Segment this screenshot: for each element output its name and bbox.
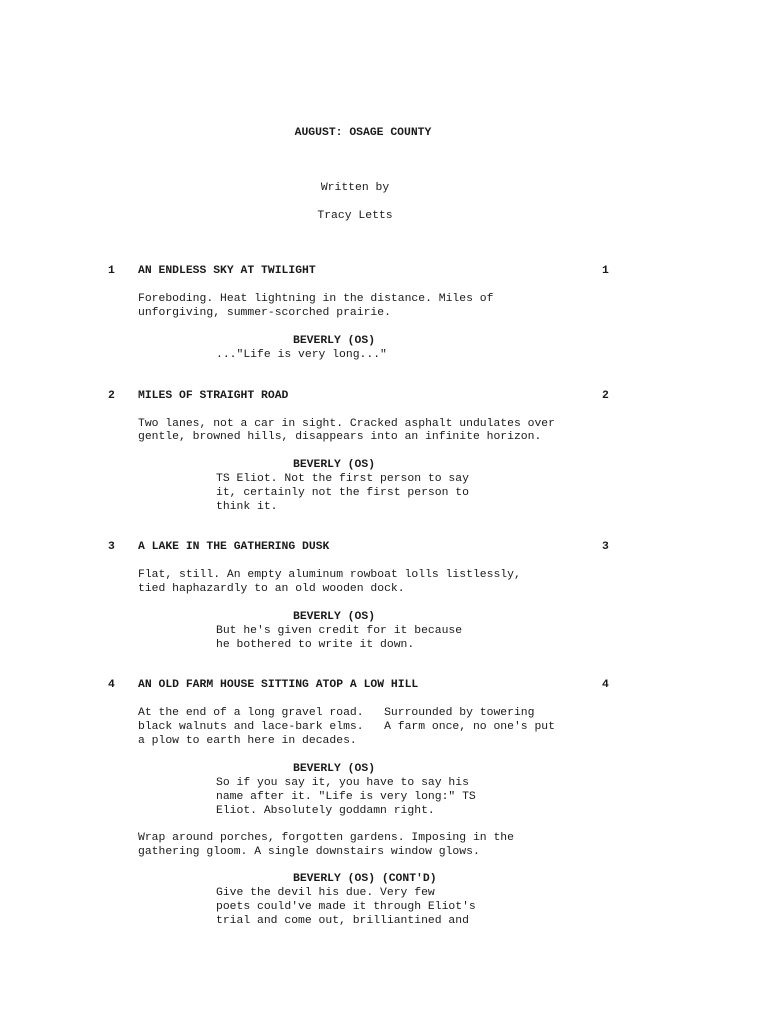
dialogue-line: it, certainly not the first person to	[216, 487, 469, 499]
action-line: black walnuts and lace-bark elms. A farm once, no one's put	[138, 721, 555, 733]
character-cue: BEVERLY (OS)	[293, 335, 376, 347]
action-line: a plow to earth here in decades.	[138, 735, 357, 747]
character-cue: BEVERLY (OS)	[293, 459, 376, 471]
dialogue-line: Give the devil his due. Very few	[216, 887, 435, 899]
action-line: gentle, browned hills, disappears into an infinite horizon.	[138, 431, 542, 443]
scene-heading: A LAKE IN THE GATHERING DUSK	[138, 541, 330, 553]
scene-number-right: 4	[602, 679, 609, 691]
scene-number-right: 3	[602, 541, 609, 553]
author-name: Tracy Letts	[317, 210, 393, 222]
action-line: Foreboding. Heat lightning in the distance. Miles of	[138, 293, 494, 305]
dialogue-line: poets could've made it through Eliot's	[216, 901, 476, 913]
scene-heading: AN OLD FARM HOUSE SITTING ATOP A LOW HILL	[138, 679, 419, 691]
action-line: tied haphazardly to an old wooden dock.	[138, 583, 405, 595]
character-cue: BEVERLY (OS)	[293, 611, 376, 623]
script-title: AUGUST: OSAGE COUNTY	[294, 127, 432, 139]
action-line: gathering gloom. A single downstairs window glows.	[138, 846, 480, 858]
action-line: At the end of a long gravel road. Surrounded by towering	[138, 707, 535, 719]
character-cue: BEVERLY (OS) (CONT'D)	[293, 873, 437, 885]
scene-number-left: 2	[108, 390, 115, 402]
scene-number-left: 3	[108, 541, 115, 553]
dialogue-line: But he's given credit for it because	[216, 625, 463, 637]
action-line: Wrap around porches, forgotten gardens. Imposing in the	[138, 832, 514, 844]
dialogue-line: So if you say it, you have to say his	[216, 777, 469, 789]
action-line: Two lanes, not a car in sight. Cracked asphalt undulates over	[138, 418, 555, 430]
dialogue-line: name after it. "Life is very long:" TS	[216, 791, 476, 803]
action-line: unforgiving, summer-scorched prairie.	[138, 307, 391, 319]
dialogue-line: TS Eliot. Not the first person to say	[216, 473, 469, 485]
scene-number-right: 1	[602, 265, 609, 277]
dialogue-line: think it.	[216, 501, 278, 513]
character-cue: BEVERLY (OS)	[293, 763, 376, 775]
dialogue-line: Eliot. Absolutely goddamn right.	[216, 805, 435, 817]
dialogue-line: he bothered to write it down.	[216, 639, 415, 651]
dialogue-line: trial and come out, brilliantined and	[216, 915, 469, 927]
written-by-label: Written by	[320, 182, 390, 194]
dialogue-line: ..."Life is very long..."	[216, 349, 387, 361]
action-line: Flat, still. An empty aluminum rowboat lolls listlessly,	[138, 569, 521, 581]
scene-number-left: 1	[108, 265, 115, 277]
scene-number-right: 2	[602, 390, 609, 402]
scene-heading: MILES OF STRAIGHT ROAD	[138, 390, 289, 402]
scene-number-left: 4	[108, 679, 115, 691]
scene-heading: AN ENDLESS SKY AT TWILIGHT	[138, 265, 316, 277]
